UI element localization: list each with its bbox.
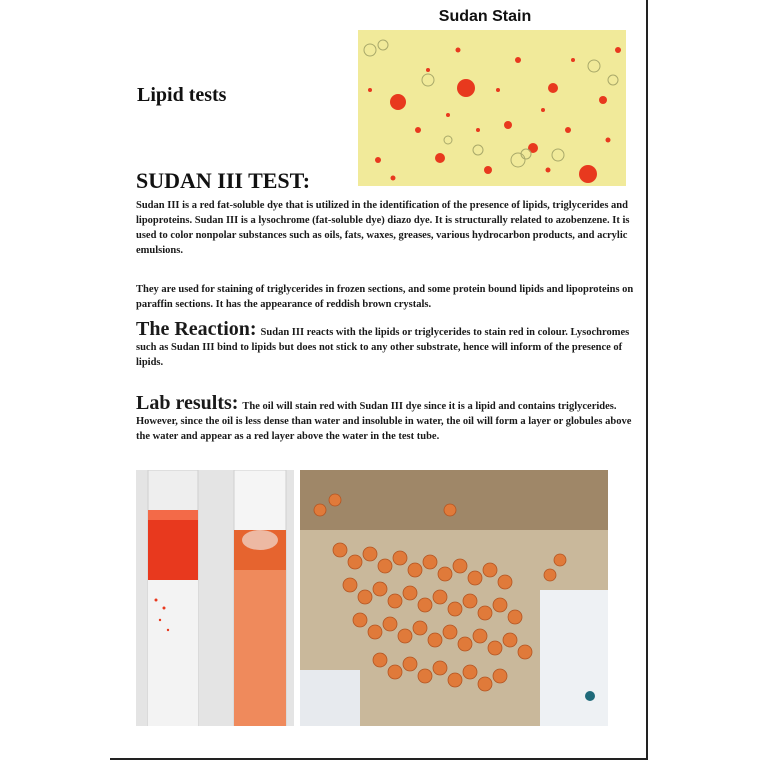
intro-paragraph: Sudan III is a red fat-soluble dye that is utilized in the identification of the presence of lipids, triglycerides and lipoproteins. Sudan III is a lysochrome (fat-soluble dye) diazo dye. It is structurally related to azobenzene. It is used to color nonpolar substances such as oils, fats, waxes, greases, various hydrocarbon products, and acrylic emulsions. — [136, 200, 630, 256]
sudan-stain-micrograph — [358, 30, 626, 186]
lab-results-paragraph — [136, 392, 640, 444]
reaction-heading: The Reaction: — [136, 318, 257, 340]
test-tubes-photo — [136, 470, 294, 726]
sudan-stain-image-title: Sudan Stain — [438, 8, 532, 25]
reaction-paragraph — [136, 318, 640, 370]
page-border-right — [646, 0, 648, 760]
staining-paragraph: They are used for staining of triglycerides in frozen sections, and some protein bound lipids and lipoproteins on paraffin sections. It has the appearance of reddish brown crystals. — [136, 284, 634, 310]
lipid-tests-title: Lipid tests — [137, 84, 227, 106]
reaction-text: Sudan III reacts with the lipids or triglycerides to stain red in colour. Lysochromes such as Sudan III bind to lipids but does not stick to any other substrate, hence will inform of the presence of lipids. — [136, 327, 630, 368]
lipid-globules-micrograph — [300, 470, 608, 726]
page-border-bottom — [110, 758, 648, 760]
lab-results-heading: Lab results: — [136, 392, 239, 414]
lab-results-text: The oil will stain red with Sudan III dye since it is a lipid and contains triglycerides. However, since the oil is less dense than water and insoluble in water, the oil will form a layer or globules above the water and appear as a red layer above the water in the test tube. — [136, 401, 632, 442]
sudan-iii-test-heading: SUDAN III TEST: — [136, 168, 311, 193]
